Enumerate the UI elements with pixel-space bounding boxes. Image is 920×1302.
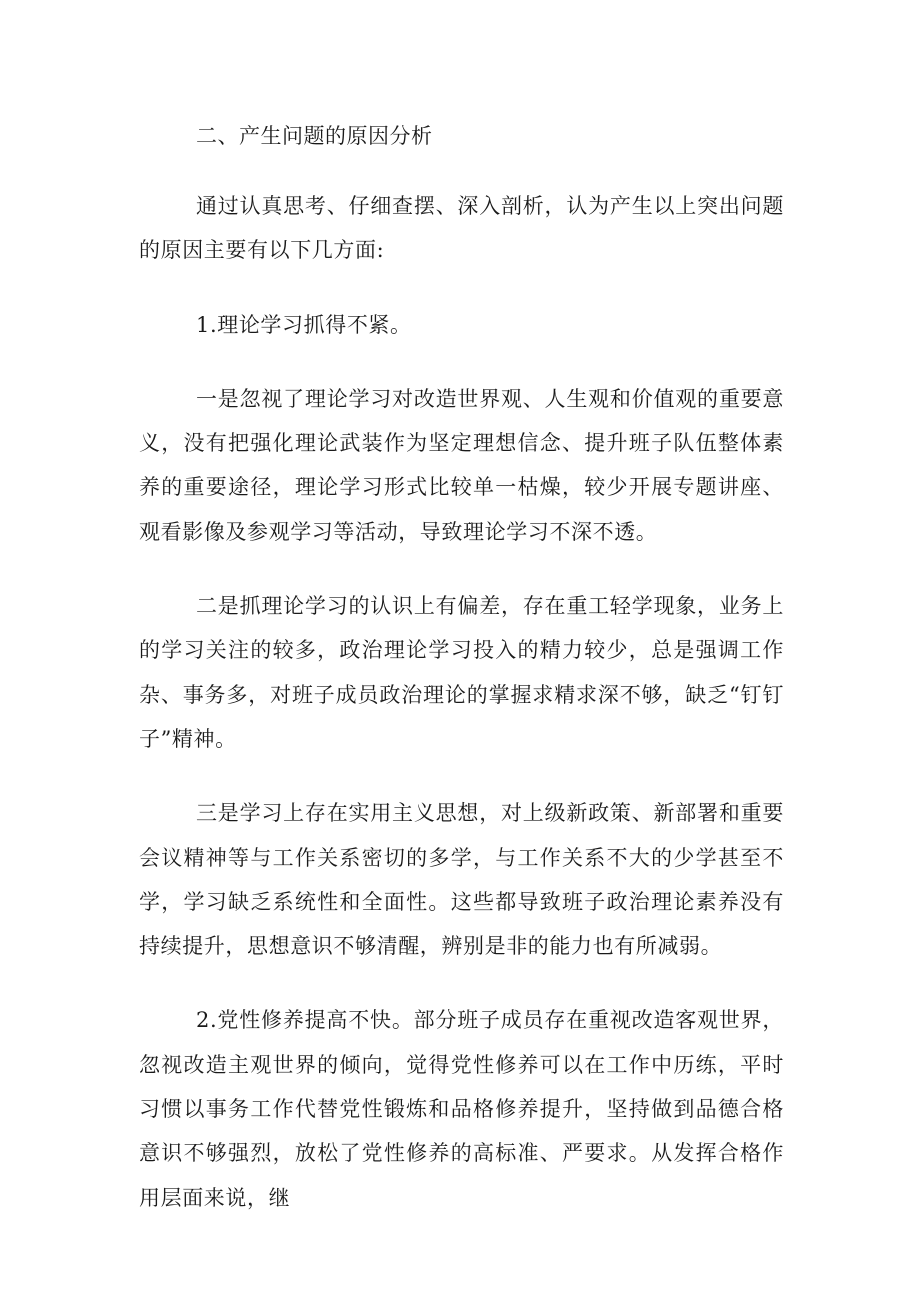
intro-paragraph: 通过认真思考、仔细查摆、深入剖析，认为产生以上突出问题的原因主要有以下几方面: — [139, 194, 784, 263]
paragraph-point-three: 三是学习上存在实用主义思想，对上级新政策、新部署和重要会议精神等与工作关系密切的多学，与工作关系不大的少学甚至不学，学习缺乏系统性和全面性。这些都导致班子政治理论素养没有持续提升，思想意识不够清醒，辨别是非的能力也有所减弱。 — [139, 801, 784, 959]
paragraph-point-one: 一是忽视了理论学习对改造世界观、人生观和价值观的重要意义，没有把强化理论武装作为坚定理想信念、提升班子队伍整体素养的重要途径，理论学习形式比较单一枯燥，较少开展专题讲座、观看影像及参观学习等活动，导致理论学习不深不透。 — [139, 386, 784, 544]
paragraph-point-two: 二是抓理论学习的认识上有偏差，存在重工轻学现象，业务上的学习关注的较多，政治理论学习投入的精力较少，总是强调工作杂、事务多，对班子成员政治理论的掌握求精求深不够，缺乏“钉钉子”精神。 — [139, 594, 784, 751]
subheading-theory-study: 1.理论学习抓得不紧。 — [196, 312, 412, 337]
document-body — [139, 112, 784, 1250]
section-heading: 二、产生问题的原因分析 — [196, 124, 433, 148]
paragraph-party-spirit: 2.党性修养提高不快。部分班子成员存在重视改造客观世界，忽视改造主观世界的倾向，觉得党性修养可以在工作中历练，平时习惯以事务工作代替党性锻炼和品格修养提升，坚持做到品德合格意识不够强烈，放松了党性修养的高标准、严要求。从发挥合格作用层面来说，继 — [139, 1008, 784, 1210]
